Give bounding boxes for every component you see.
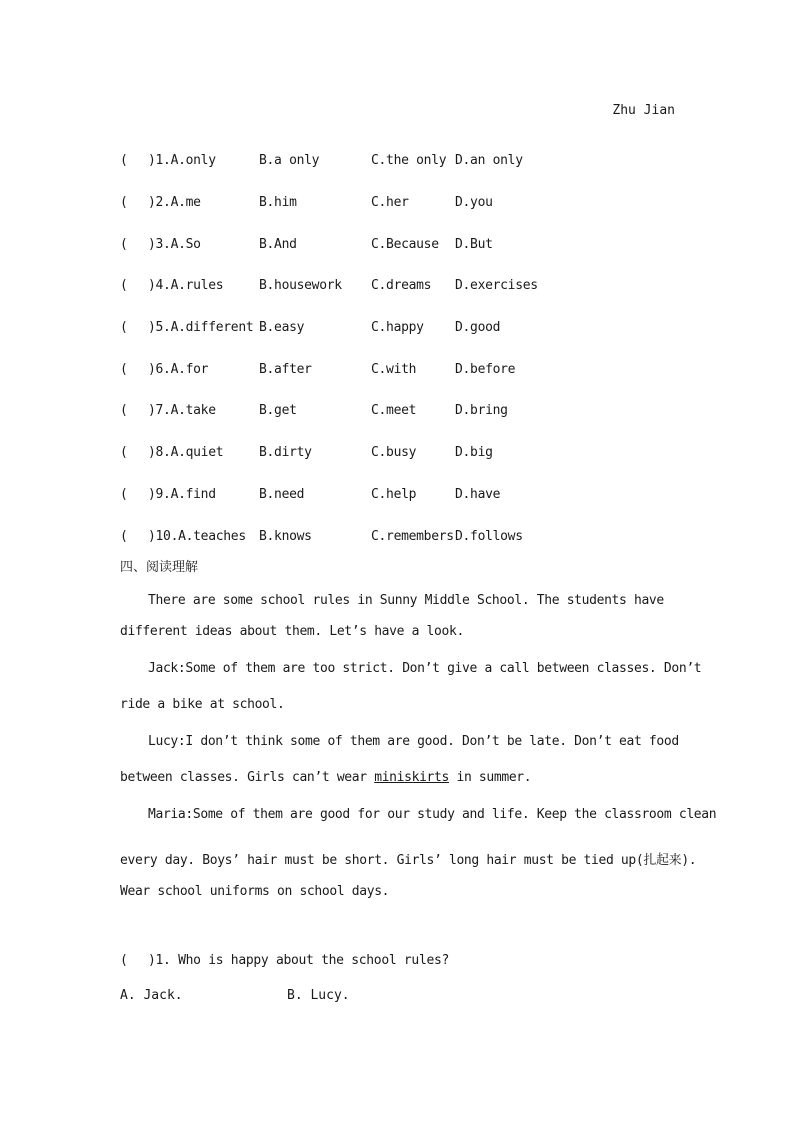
cloze-question-list bbox=[120, 140, 680, 557]
option-d: D.you bbox=[455, 195, 493, 211]
option-c: C.busy bbox=[371, 445, 417, 461]
option-b: B.need bbox=[259, 486, 305, 502]
cloze-question-row bbox=[120, 348, 680, 390]
option-a: )3.A.So bbox=[148, 236, 201, 252]
section-title: 四、阅读理解 bbox=[120, 560, 199, 575]
option-d: D.bring bbox=[455, 403, 508, 419]
passage-line: different ideas about them. Let’s have a look. bbox=[120, 624, 464, 639]
answer-blank: ( bbox=[120, 195, 128, 211]
cloze-question-row bbox=[120, 140, 680, 182]
answer-blank: ( bbox=[120, 361, 128, 377]
option-b: B.And bbox=[259, 236, 297, 252]
option-d: D.good bbox=[455, 320, 501, 336]
question-text: )1. Who is happy about the school rules? bbox=[148, 953, 450, 968]
option-c: C.meet bbox=[371, 403, 417, 419]
option-b: B.dirty bbox=[259, 445, 312, 461]
option-b: B. Lucy. bbox=[287, 988, 350, 1003]
option-d: D.have bbox=[455, 486, 501, 502]
option-c: C.help bbox=[371, 486, 417, 502]
passage-line: There are some school rules in Sunny Middle School. The students have bbox=[148, 593, 664, 608]
option-a: )7.A.take bbox=[148, 403, 216, 419]
option-c: C.Because bbox=[371, 236, 439, 252]
answer-blank: ( bbox=[120, 528, 128, 544]
option-a: )8.A.quiet bbox=[148, 445, 224, 461]
option-b: B.easy bbox=[259, 320, 305, 336]
cloze-question-row bbox=[120, 307, 680, 349]
option-d: D.before bbox=[455, 361, 516, 377]
cloze-question-row bbox=[120, 182, 680, 224]
option-a: )9.A.find bbox=[148, 486, 216, 502]
option-a: )1.A.only bbox=[148, 153, 216, 169]
option-b: B.him bbox=[259, 195, 297, 211]
passage-line: ride a bike at school. bbox=[120, 697, 285, 712]
option-a: )10.A.teaches bbox=[148, 528, 246, 544]
passage-line: Maria:Some of them are good for our study and life. Keep the classroom clean bbox=[148, 807, 717, 822]
passage-line: Lucy:I don’t think some of them are good. Don’t be late. Don’t eat food bbox=[148, 734, 679, 749]
answer-blank: ( bbox=[120, 153, 128, 169]
option-d: D.But bbox=[455, 236, 493, 252]
answer-blank: ( bbox=[120, 486, 128, 502]
cloze-question-row bbox=[120, 515, 680, 557]
answer-blank: ( bbox=[120, 403, 128, 419]
author-name: Zhu Jian bbox=[612, 103, 675, 118]
option-c: C.her bbox=[371, 195, 409, 211]
passage-line: every day. Boys’ hair must be short. Girls’ long hair must be tied up(扎起来). bbox=[120, 853, 697, 868]
option-a: )5.A.different bbox=[148, 320, 254, 336]
answer-blank: ( bbox=[120, 445, 128, 461]
option-c: C.remembers bbox=[371, 528, 454, 544]
option-a: )6.A.for bbox=[148, 361, 209, 377]
passage-line: Wear school uniforms on school days. bbox=[120, 884, 390, 899]
option-b: B.knows bbox=[259, 528, 312, 544]
option-b: B.a only bbox=[259, 153, 320, 169]
option-d: D.an only bbox=[455, 153, 523, 169]
cloze-question-row bbox=[120, 265, 680, 307]
option-b: B.housework bbox=[259, 278, 342, 294]
option-c: C.with bbox=[371, 361, 417, 377]
option-b: B.after bbox=[259, 361, 312, 377]
answer-blank: ( bbox=[120, 278, 128, 294]
option-c: C.the only bbox=[371, 153, 447, 169]
passage-text: in summer. bbox=[449, 770, 532, 785]
reading-question bbox=[120, 953, 449, 968]
underlined-word: miniskirts bbox=[374, 770, 449, 785]
option-b: B.get bbox=[259, 403, 297, 419]
option-d: D.big bbox=[455, 445, 493, 461]
cloze-question-row bbox=[120, 432, 680, 474]
option-c: C.dreams bbox=[371, 278, 432, 294]
answer-blank: ( bbox=[120, 236, 128, 252]
passage-text: between classes. Girls can’t wear bbox=[120, 770, 375, 785]
answer-blank: ( bbox=[120, 953, 128, 968]
option-a: )2.A.me bbox=[148, 195, 201, 211]
reading-options bbox=[120, 988, 350, 1003]
answer-blank: ( bbox=[120, 320, 128, 336]
option-a: A. Jack. bbox=[120, 988, 183, 1003]
cloze-question-row bbox=[120, 474, 680, 516]
option-a: )4.A.rules bbox=[148, 278, 224, 294]
option-d: D.exercises bbox=[455, 278, 538, 294]
option-d: D.follows bbox=[455, 528, 523, 544]
passage-line: Jack:Some of them are too strict. Don’t give a call between classes. Don’t bbox=[148, 661, 702, 676]
cloze-question-row bbox=[120, 223, 680, 265]
option-c: C.happy bbox=[371, 320, 424, 336]
cloze-question-row bbox=[120, 390, 680, 432]
passage-line bbox=[120, 770, 680, 785]
